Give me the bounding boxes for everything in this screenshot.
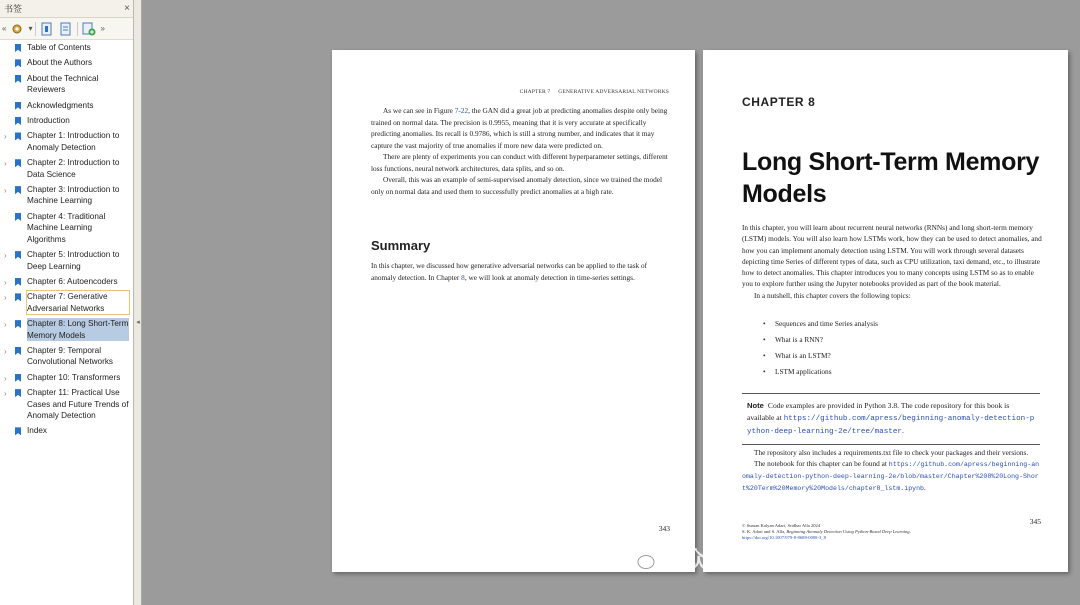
section-heading: Summary: [371, 238, 431, 253]
bookmark-label: Chapter 7: Generative Adversarial Networks: [27, 291, 129, 314]
bookmark-item[interactable]: [0, 316, 133, 343]
bookmark-label: Index: [27, 426, 48, 436]
expand-arrow-icon[interactable]: ›: [4, 320, 7, 330]
figure-link[interactable]: 7-22: [454, 106, 469, 115]
panel-header: [0, 0, 133, 18]
collapse-arrow-icon[interactable]: ◂: [136, 319, 140, 326]
wechat-icon: [627, 547, 655, 571]
watermark-text: 公众号 · 人工智能学习指南: [660, 547, 950, 572]
expand-arrow-icon[interactable]: ›: [4, 186, 7, 196]
options-gear-icon[interactable]: [9, 21, 25, 37]
book-title: Beginning Anomaly Detection Using Python-Based Deep Learning: [786, 529, 910, 534]
new-bookmark-icon[interactable]: [39, 21, 55, 37]
paragraph: [742, 458, 1042, 494]
bookmark-item[interactable]: [0, 247, 133, 274]
running-head: [520, 89, 669, 95]
expand-arrow-icon[interactable]: ›: [4, 277, 7, 287]
paragraph: Overall, this was an example of semi-supervised anomaly detection, since we trained the model only on normal data and used them to successfully predict anomalies at a high rate.: [371, 175, 663, 196]
page-345: [703, 50, 1068, 572]
bookmark-item[interactable]: [0, 98, 133, 113]
watermark: [627, 543, 950, 574]
bookmark-flag-icon: [15, 117, 21, 125]
left-body-text: [371, 105, 670, 197]
summary-text: [371, 260, 670, 283]
expand-arrow-icon[interactable]: ›: [4, 132, 7, 142]
topic-item: • Sequences and time Series analysis: [761, 318, 878, 334]
bookmark-label: Chapter 6: Autoencoders: [27, 276, 118, 286]
topic-item: • What is a RNN?: [761, 334, 878, 350]
bookmark-item[interactable]: [0, 209, 133, 247]
bookmark-label: Chapter 3: Introduction to Machine Learning: [27, 185, 120, 206]
collapse-panel-icon[interactable]: «: [2, 24, 7, 33]
note-label: Note: [747, 401, 764, 410]
bookmark-flag-icon: [15, 186, 21, 194]
paragraph: There are plenty of experiments you can conduct with different hyperparameter settings, different loss functions, neural network architectures, data splits, and so on.: [371, 152, 668, 173]
bookmark-item[interactable]: [0, 155, 133, 182]
expand-arrow-icon[interactable]: ›: [4, 293, 7, 303]
bookmark-label: Chapter 5: Introduction to Deep Learning: [27, 250, 120, 271]
panel-title: 书签: [4, 4, 23, 14]
copyright-footer: [742, 523, 1032, 541]
topic-item: • LSTM applications: [761, 366, 878, 382]
bookmark-label: Chapter 10: Transformers: [27, 372, 121, 382]
text-run: S. K. Adari and S. Alla,: [742, 529, 787, 534]
paragraph: In this chapter, you will learn about recurrent neural networks (RNNs) and long short-term memory (LSTM) models. You will also learn how LSTMs work, how they can be used to detect anomalies, and how you can implement anomaly detection using LSTM. You will work through several datasets depicting time Series of different types of data, such as CPU utilization, taxi demand, etc., to illustrate how to detect anomalies. This chapter introduces you to many concepts using LSTM so as to enable you to explore further using the Jupyter notebooks provided as part of the book material.: [742, 223, 1042, 289]
bookmark-flag-icon: [15, 389, 21, 397]
bookmark-flag-icon: [15, 278, 21, 286]
copyright-line: © Suman Kalyan Adari, Sridhar Alla 2024: [742, 523, 821, 528]
bookmark-label: Chapter 4: Traditional Machine Learning Algorithms: [27, 211, 106, 244]
chevron-down-icon[interactable]: ▾: [28, 24, 33, 33]
bookmark-label: Introduction: [27, 116, 70, 126]
paragraph: [371, 260, 670, 283]
bookmark-flag-icon: [15, 59, 21, 67]
expand-arrow-icon[interactable]: ›: [4, 251, 7, 261]
add-bookmark-icon[interactable]: [81, 21, 97, 37]
paragraph: [371, 105, 670, 151]
page-number: 343: [658, 524, 670, 533]
text-run: The notebook for this chapter can be found at: [754, 459, 889, 468]
note-text: Code examples are provided in Python 3.8. The code repository for this book is available at: [747, 401, 1010, 422]
chapter-title: Long Short-Term Memory Models: [742, 148, 1040, 208]
bookmark-item[interactable]: [0, 55, 133, 70]
bookmark-label: Table of Contents: [27, 43, 91, 52]
repo-text: [742, 447, 1042, 494]
expand-arrow-icon[interactable]: ›: [4, 373, 7, 383]
repo-link[interactable]: https://github.com/apress/beginning-anomaly-detection-python-deep-learning-2e/tree/master: [747, 415, 1035, 436]
bookmark-flag-icon: [15, 347, 21, 355]
bookmark-item[interactable]: [0, 40, 133, 55]
document-viewer[interactable]: [143, 0, 1080, 605]
chapter-link[interactable]: 8: [461, 272, 465, 282]
panel-splitter[interactable]: [134, 0, 142, 605]
text-run: , we will look at anomaly detection in time-series settings.: [464, 272, 635, 282]
bookmark-item[interactable]: [0, 385, 133, 423]
bookmark-flag-icon: [15, 374, 21, 382]
page-number: 345: [1029, 517, 1041, 526]
expand-arrow-icon[interactable]: ›: [4, 159, 7, 169]
bookmark-label: Chapter 1: Introduction to Anomaly Detection: [27, 131, 120, 152]
text-run: In this chapter, we discussed how generative adversarial networks can be applied to the task of anomaly detection. In Chapter: [371, 261, 648, 282]
bookmark-flag-icon: [15, 213, 21, 221]
notebook-link[interactable]: https://github.com/apress/beginning-anomaly-detection-python-deep-learning-2e/blob/master/Chapter%208%20Long-Short%20Term%20Memory%20Models/chapter8_lstm.ipynb: [742, 461, 1040, 492]
topic-item: • What is an LSTM?: [761, 350, 878, 366]
bookmark-flag-icon: [15, 75, 21, 83]
note-end: .: [901, 426, 904, 435]
toolbar-divider: [35, 22, 36, 36]
bookmark-flag-icon: [15, 159, 21, 167]
running-head-title: GENERATIVE ADVERSARIAL NETWORKS: [558, 89, 669, 95]
bookmark-item[interactable]: [0, 274, 133, 289]
bookmark-label: Acknowledgments: [27, 100, 94, 110]
bookmark-flag-icon: [15, 320, 21, 328]
bookmark-label: About the Technical Reviewers: [27, 73, 99, 95]
expand-arrow-icon[interactable]: ›: [4, 346, 7, 356]
intro-text: [742, 222, 1042, 301]
text-run: .: [924, 483, 926, 492]
bookmark-flag-icon: [15, 427, 21, 435]
text-run: , the GAN did a great job at predicting anomalies despite only being trained on normal data. The precision is 0.9955, meaning that it is very accurate at specifically predicting anomalies. Its recall is 0.9786, which is still a strong number, and indicates that it may capture the vast majority of true anomalies if more new data were predicted on.: [371, 106, 668, 150]
bookmark-item[interactable]: [0, 182, 133, 209]
note-box: [742, 393, 1040, 445]
panel-toolbar: [0, 18, 133, 40]
bookmark-label: Chapter 11: Practical Use Cases and Future Trends of Anomaly Detection: [27, 388, 129, 420]
toolbar-divider: [77, 22, 78, 36]
bookmarks-panel: [0, 0, 134, 605]
bookmark-flag-icon: [15, 132, 21, 140]
bookmark-item[interactable]: [0, 71, 133, 98]
delete-bookmark-icon[interactable]: [58, 21, 74, 37]
more-options-icon[interactable]: »: [100, 24, 105, 33]
bookmark-flag-icon: [15, 251, 21, 259]
bookmark-item[interactable]: [0, 343, 133, 370]
bookmark-flag-icon: [15, 293, 21, 301]
bookmark-item[interactable]: [0, 370, 133, 385]
bookmark-label: About the Authors: [27, 58, 93, 68]
bookmark-label: Chapter 8: Long Short-Term Memory Models: [27, 319, 129, 340]
topic-list: [761, 318, 878, 382]
page-343: [332, 50, 695, 572]
chapter-label: CHAPTER 8: [742, 95, 816, 109]
running-head-chapter: CHAPTER 7: [519, 89, 551, 95]
text-run: As we can see in Figure: [383, 106, 455, 115]
bookmark-label: Chapter 2: Introduction to Data Science: [27, 158, 120, 179]
bookmark-item[interactable]: [0, 423, 133, 438]
expand-arrow-icon[interactable]: ›: [4, 389, 7, 399]
bookmark-item[interactable]: [0, 128, 133, 155]
doi-link[interactable]: https://doi.org/10.1007/979-8-8688-0008-3_8: [742, 535, 826, 540]
bookmark-item[interactable]: [0, 289, 133, 316]
paragraph: The repository also includes a requirements.txt file to check your packages and their versions.: [754, 448, 1029, 457]
bookmark-label: Chapter 9: Temporal Convolutional Networks: [27, 345, 114, 367]
bookmark-item[interactable]: [0, 113, 133, 128]
bookmark-flag-icon: [15, 102, 21, 110]
bookmark-flag-icon: [15, 44, 21, 52]
paragraph: In a nutshell, this chapter covers the following topics:: [754, 290, 911, 300]
text-run: ,: [909, 529, 911, 534]
close-icon[interactable]: ×: [124, 2, 130, 14]
bookmark-list: [0, 40, 133, 600]
